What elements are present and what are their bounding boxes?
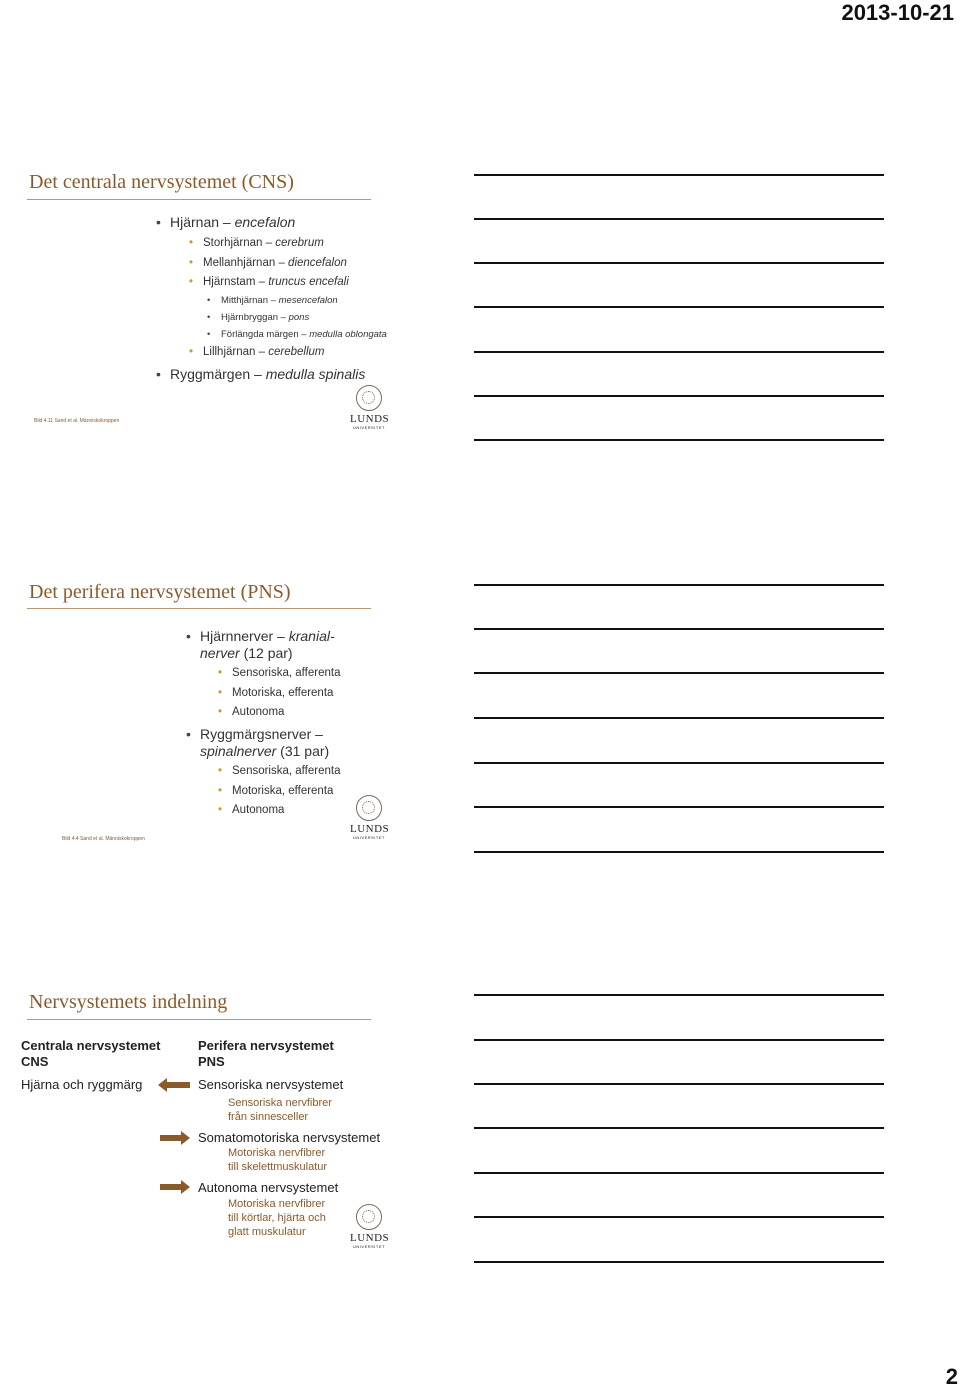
- list-item: • Hjärnstam – truncus encefali: [189, 276, 349, 288]
- note-line: [474, 174, 884, 176]
- list-item: • Hjärnbryggan – pons: [207, 312, 310, 323]
- bullet-icon: •: [218, 785, 223, 797]
- lunds-logo: LUNDS UNIVERSITET: [350, 385, 388, 429]
- note-line: [474, 1172, 884, 1174]
- bullet-icon: •: [207, 312, 211, 323]
- arrow-right-icon: [160, 1184, 182, 1190]
- note-line: [474, 762, 884, 764]
- arrow-right-icon: [160, 1135, 182, 1141]
- list-item: • Ryggmärgsnerver –: [186, 726, 323, 742]
- arrow-left-icon: [166, 1082, 190, 1088]
- list-item: • Förlängda märgen – medulla oblongata: [207, 329, 387, 340]
- note-line: [474, 1083, 884, 1085]
- list-item: • Lillhjärnan – cerebellum: [189, 346, 325, 358]
- list-item-continuation: spinalnerver (31 par): [200, 743, 330, 759]
- bullet-icon: •: [218, 706, 223, 718]
- note-line: [474, 717, 884, 719]
- note-line: [474, 439, 884, 441]
- sensory-system-detail: Sensoriska nervfibrer från sinnesceller: [228, 1097, 332, 1123]
- list-item: • Ryggmärgen – medulla spinalis: [156, 366, 366, 382]
- lunds-logo: LUNDS UNIVERSITET: [350, 1204, 388, 1248]
- bullet-icon: •: [156, 366, 161, 382]
- note-line: [474, 672, 884, 674]
- title-divider: [27, 199, 371, 200]
- bullet-icon: •: [186, 628, 191, 644]
- list-item: • Sensoriska, afferenta: [218, 765, 341, 777]
- sensory-system: Sensoriska nervsystemet: [198, 1077, 344, 1092]
- lunds-logo: LUNDS UNIVERSITET: [350, 795, 388, 839]
- image-source: Bild 4.11 Sand et al. Människokroppen: [34, 418, 120, 424]
- list-item: • Storhjärnan – cerebrum: [189, 237, 324, 249]
- seal-icon: [356, 385, 382, 411]
- slide-title: Nervsystemets indelning: [29, 991, 228, 1013]
- autonomic-system-detail: Motoriska nervfibrer till körtlar, hjärta och glatt muskulatur: [228, 1198, 326, 1238]
- note-line: [474, 262, 884, 264]
- note-line: [474, 584, 884, 586]
- list-item: • Sensoriska, afferenta: [218, 667, 341, 679]
- bullet-icon: •: [218, 667, 223, 679]
- note-line: [474, 1216, 884, 1218]
- list-item: • Autonoma: [218, 706, 285, 718]
- note-line: [474, 218, 884, 220]
- note-line: [474, 351, 884, 353]
- bullet-icon: •: [189, 257, 194, 269]
- list-item: • Hjärnnerver – kranial-: [186, 628, 335, 644]
- title-divider: [27, 608, 371, 609]
- list-item: • Mitthjärnan – mesencefalon: [207, 295, 338, 306]
- note-line: [474, 306, 884, 308]
- note-line: [474, 628, 884, 630]
- bullet-icon: •: [218, 687, 223, 699]
- list-item: • Autonoma: [218, 804, 285, 816]
- list-item: • Motoriska, efferenta: [218, 785, 334, 797]
- bullet-icon: •: [207, 329, 211, 340]
- somatomotor-system-detail: Motoriska nervfibrer till skelettmuskulatur: [228, 1147, 328, 1173]
- somatomotor-system: Somatomotoriska nervsystemet: [198, 1130, 381, 1145]
- bullet-icon: •: [218, 765, 223, 777]
- bullet-icon: •: [189, 346, 194, 358]
- bullet-icon: •: [186, 726, 191, 742]
- seal-icon: [356, 1204, 382, 1230]
- page-number: 2: [945, 1364, 958, 1389]
- note-line: [474, 1039, 884, 1041]
- bullet-icon: •: [156, 214, 161, 230]
- document-date: 2013-10-21: [841, 0, 954, 25]
- seal-icon: [356, 795, 382, 821]
- autonomic-system: Autonoma nervsystemet: [198, 1180, 339, 1195]
- note-line: [474, 851, 884, 853]
- slide-title: Det perifera nervsystemet (PNS): [29, 581, 291, 603]
- bullet-icon: •: [207, 295, 211, 306]
- bullet-icon: •: [189, 237, 194, 249]
- list-item: • Hjärnan – encefalon: [156, 214, 296, 230]
- list-item: • Motoriska, efferenta: [218, 687, 334, 699]
- slide-title: Det centrala nervsystemet (CNS): [29, 171, 294, 193]
- list-item: • Mellanhjärnan – diencefalon: [189, 257, 347, 269]
- note-line: [474, 994, 884, 996]
- pns-header: Perifera nervsystemet PNS: [198, 1038, 334, 1069]
- note-line: [474, 395, 884, 397]
- cns-description: Hjärna och ryggmärg: [21, 1077, 143, 1092]
- list-item-continuation: nerver (12 par): [200, 645, 293, 661]
- note-line: [474, 1127, 884, 1129]
- title-divider: [27, 1019, 371, 1020]
- note-line: [474, 806, 884, 808]
- cns-header: Centrala nervsystemet CNS: [21, 1038, 161, 1069]
- image-source: Bild 4.4 Sand et al. Människokroppen: [62, 836, 145, 842]
- note-line: [474, 1261, 884, 1263]
- bullet-icon: •: [189, 276, 194, 288]
- bullet-icon: •: [218, 804, 223, 816]
